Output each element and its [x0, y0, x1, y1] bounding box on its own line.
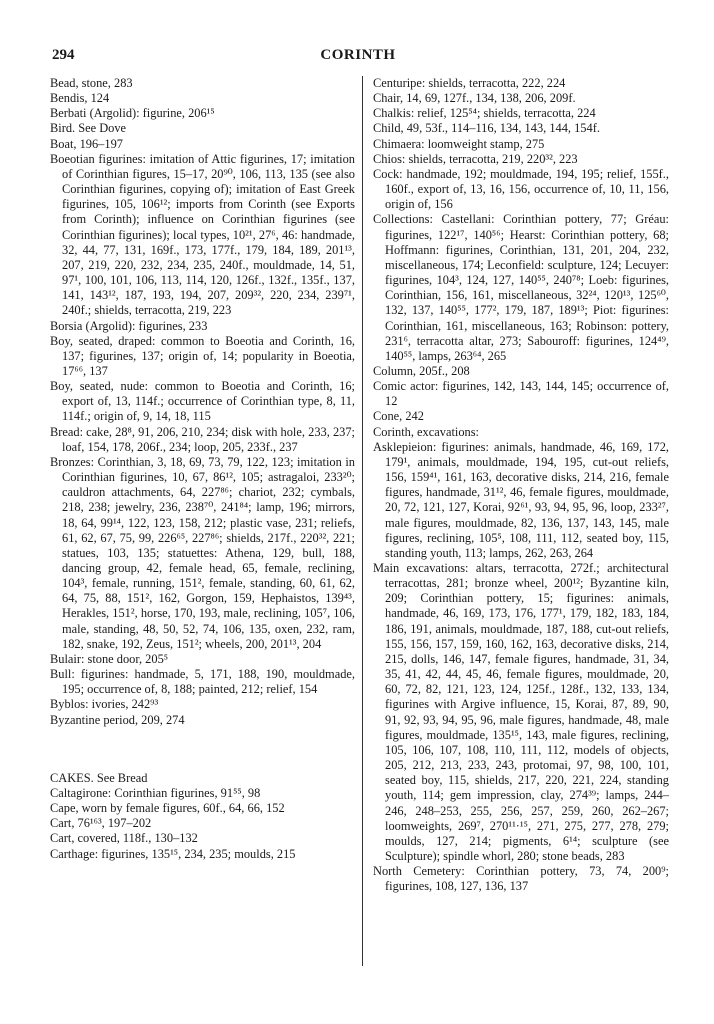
index-entry: Cock: handmade, 192; mouldmade, 194, 195; relief, 155f., 160f., export of, 13, 16, 156, occurrence of, 10, 11, 156, origin of, 156 — [373, 166, 669, 212]
index-entry: Bull: figurines: handmade, 5, 171, 188, 190, mouldmade, 195; occurrence of, 8, 188; painted, 212; relief, 154 — [50, 667, 355, 697]
column-divider — [362, 76, 363, 966]
index-entry: Cart, covered, 118f., 130–132 — [50, 831, 198, 846]
index-entry: Boy, seated, draped: common to Boeotia and Corinth, 16, 137; figurines, 137; origin of, 14; popularity in Boeotia, 17⁶⁶, 137 — [50, 333, 355, 378]
index-entry: Boat, 196–197 — [50, 136, 123, 151]
index-entry: Cone, 242 — [373, 409, 424, 424]
index-entry: Corinth, excavations: — [373, 424, 479, 439]
index-entry: Borsia (Argolid): figurines, 233 — [50, 318, 208, 333]
index-entry: Bulair: stone door, 205⁵ — [50, 651, 169, 666]
index-entry: Comic actor: figurines, 142, 143, 144, 145; occurrence of, 12 — [373, 379, 669, 409]
index-entry: Carthage: figurines, 135¹⁵, 234, 235; moulds, 215 — [50, 846, 296, 861]
index-entry: Centuripe: shields, terracotta, 222, 224 — [373, 76, 566, 90]
index-entry: Bendis, 124 — [50, 91, 110, 106]
index-entry: Collections: Castellani: Corinthian pottery, 77; Gréau: figurines, 122¹⁷, 140⁵⁶; Hearst: Corinthian pottery, 68; Hoffmann: figurines, Corinthian, 131, 201, 204, 232, miscellaneous, 174; Leconfield: sculpture, 124; Lecuyer: figurines, 104³, 124, 127, 140⁵⁵, 240⁷⁸; Loeb: figurines, Corinthian, 156, 161, miscellaneous, 32²⁴, 120¹³, 125⁶⁰, 132, 137, 140⁵⁵, 177², 179, 187, 189¹³; Piot: figurines: Corinthian, 161, miscellaneous, 163; Robinson: pottery, 231⁶, terracotta altar, 273; Sabouroff: figurines, 124⁴⁹, 140⁵⁵, lamps, 263⁶⁴, 265 — [373, 212, 669, 363]
index-column-right — [373, 76, 669, 894]
index-entry: Bread: cake, 28⁸, 91, 206, 210, 234; disk with hole, 233, 237; loaf, 154, 178, 206f., 234; loop, 205, 233f., 237 — [50, 424, 355, 454]
index-entry: CAKES. See Bread — [50, 770, 148, 785]
index-entry: Bead, stone, 283 — [50, 76, 133, 90]
index-entry: Boeotian figurines: imitation of Attic figurines, 17; imitation of Corinthian figures, 15–17, 20⁹⁰, 106, 113, 135 (see also Corinthian figurines, copying of); imitation of East Greek figurines, 105, 106¹²; imports from Corinth (see Exports from Corinth); influence on Corinthian figurines (see Corinthian figurines); local types, 10²¹, 27⁶, 46: handmade, 32, 44, 77, 131, 169f., 173, 177f., 179, 184, 189, 201¹³, 207, 219, 220, 232, 234, 235, 240f., mouldmade, 14, 51, 97¹, 100, 101, 106, 113, 114, 120, 126f., 132f., 135f., 137, 141, 143¹², 187, 193, 194, 207, 209³², 220, 234, 239⁷¹, 240f.; shields, terracotta, 219, 223 — [50, 151, 355, 318]
index-entry: Chios: shields, terracotta, 219, 220³², 223 — [373, 151, 578, 166]
index-entry: Byzantine period, 209, 274 — [50, 712, 185, 727]
index-entry: Chimaera: loomweight stamp, 275 — [373, 136, 545, 151]
section-gap — [50, 728, 355, 771]
index-entry: Cart, 76¹⁶³, 197–202 — [50, 816, 152, 831]
index-entry: Column, 205f., 208 — [373, 363, 470, 378]
index-entry: Berbati (Argolid): figurine, 206¹⁵ — [50, 106, 215, 121]
running-head: CORINTH — [320, 47, 396, 63]
index-entry: Caltagirone: Corinthian figurines, 91⁵⁵, 98 — [50, 785, 261, 800]
page-header — [52, 47, 664, 69]
index-subentry: Asklepieion: figurines: animals, handmade, 46, 169, 172, 179¹, animals, mouldmade, 194, 195, cut-out reliefs, 156, 159⁴¹, 161, 163, decorative disks, 214, 216, female figures, handmade, 31¹², 46, female figures, mouldmade, 20, 72, 121, 127, Korai, 92⁶¹, 93, 94, 95, 96, loop, 233²⁷, male figures, mouldmade, 82, 136, 137, 143, 145, male figures, reclining, 105⁵, 108, 111, 112, seated boy, 115, standing youth, 113; lamps, 262, 263, 264 — [373, 439, 669, 560]
index-entry: Bird. See Dove — [50, 121, 127, 136]
index-subentry: Main excavations: altars, terracotta, 272f.; architectural terracottas, 281; bronze wheel, 200¹²; Byzantine kiln, 209; Corinthian pottery, 15; figurines: animals, handmade, 46, 169, 173, 176, 177¹, 179, 182, 183, 184, 186, 191, animals, mouldmade, 187, 188, cut-out reliefs, 155, 156, 157, 159, 160, 162, 163, decorative disks, 214, 215, dolls, 146, 147, female figures, handmade, 31, 34, 35, 41, 42, 44, 45, 46, female figures, mouldmade, 20, 60, 72, 82, 121, 123, 124, 125f., 128f., 132, 133, 134, figurines with Argive influence, 15, Korai, 87, 89, 90, 91, 92, 93, 94, 95, 96, male figures, handmade, 48, male figures, mouldmade, 135¹⁵, 143, male figures, reclining, 105, 106, 107, 108, 110, 111, 112, models of objects, 205, 212, 213, 233, 243, protomai, 97, 98, 100, 101, seated boy, 115, shields, 217, 220, 221, 224, standing youth, 114; gem impression, clay, 274³⁹; lamps, 244–246, 248–253, 255, 256, 257, 259, 260, 262–267; loomweights, 269⁷, 270¹¹·¹⁵, 271, 275, 277, 278, 279; moulds, 127, 214; pigments, 6¹⁴; sculpture (see Sculpture); spindle whorl, 280; stone beads, 283 — [373, 561, 669, 863]
index-subentry: North Cemetery: Corinthian pottery, 73, 74, 200⁹; figurines, 108, 127, 136, 137 — [373, 864, 669, 894]
index-entry: Chalkis: relief, 125⁵⁴; shields, terracotta, 224 — [373, 106, 596, 121]
index-entry: Child, 49, 53f., 114–116, 134, 143, 144, 154f. — [373, 121, 600, 136]
index-entry: Chair, 14, 69, 127f., 134, 138, 206, 209f. — [373, 91, 576, 106]
index-column-left — [50, 76, 355, 862]
index-entry: Cape, worn by female figures, 60f., 64, 66, 152 — [50, 801, 285, 816]
index-entry: Bronzes: Corinthian, 3, 18, 69, 73, 79, 122, 123; imitation in Corinthian figurines, 10, 67, 86¹², 105; astragaloi, 233²⁰; cauldron attachments, 64, 227⁸⁶; chariot, 232; cymbals, 218, 238; jewelry, 236, 238⁷⁰, 241⁸⁴; lamp, 196; mirrors, 18, 64, 99¹⁴, 122, 123, 158, 212; plastic vase, 231; reliefs, 61, 62, 67, 75, 99, 226⁶⁵, 227⁸⁶; shields, 217f., 220³², 221; statues, 103, 135; statuettes: Athena, 129, bull, 188, dancing group, 42, female head, 65, female, reclining, 104³, female, running, 151², female, standing, 60, 61, 62, 64, 75, 88, 151², 162, Gorgon, 159, Hephaistos, 139⁴³, Herakles, 151², horse, 170, 193, male, reclining, 105⁷, 106, male, standing, 48, 50, 52, 74, 106, 135, oxen, 232, ram, 182, snake, 192, Zeus, 151²; wheels, 200, 201¹³, 204 — [50, 454, 355, 651]
index-entry: Boy, seated, nude: common to Boeotia and Corinth, 16; export of, 13, 114f.; occurrence of Corinthian type, 8, 11, 114f.; origin of, 9, 14, 18, 115 — [50, 379, 355, 424]
page-number: 294 — [52, 47, 75, 63]
index-entry: Byblos: ivories, 242⁹³ — [50, 697, 159, 712]
